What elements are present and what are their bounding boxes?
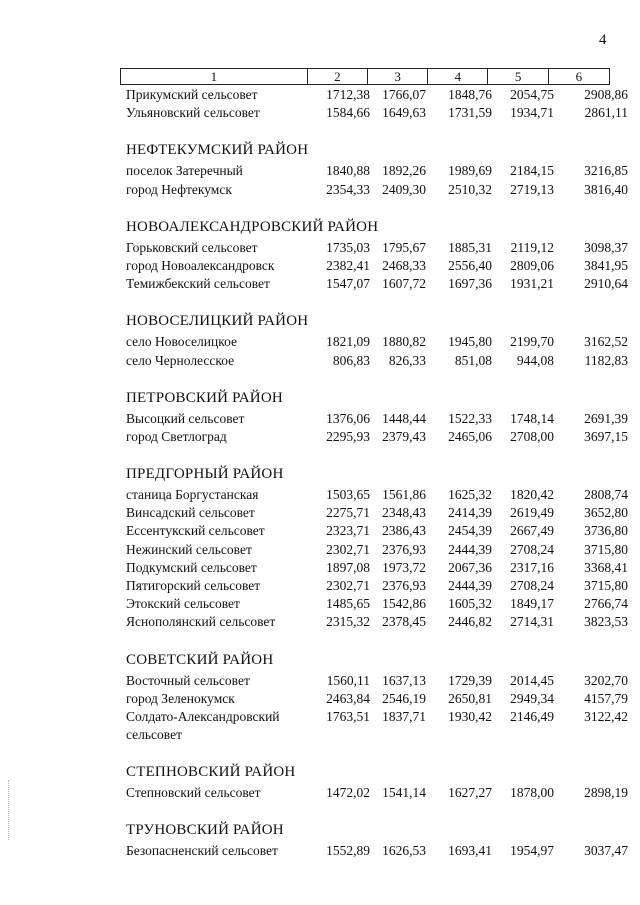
- value-col-5: 2719,13: [510, 181, 554, 197]
- settlement-name: город Новоалександровск: [126, 257, 275, 273]
- value-col-6: 3037,47: [584, 843, 628, 859]
- value-col-3: 1607,72: [382, 276, 426, 292]
- value-col-2: 2382,41: [326, 257, 370, 273]
- value-col-6: 3736,80: [584, 523, 628, 539]
- value-col-5: 2119,12: [510, 239, 554, 255]
- table-header: [120, 68, 610, 85]
- value-col-2: 1485,65: [326, 596, 370, 612]
- value-col-3: 2348,43: [382, 505, 426, 521]
- table-row: [0, 181, 640, 199]
- value-col-6: 3823,53: [584, 614, 628, 630]
- table-row: [0, 257, 640, 275]
- settlement-name: Яснополянский сельсовет: [126, 614, 276, 630]
- value-col-3: 1973,72: [382, 559, 426, 575]
- margin-mark: [8, 780, 10, 840]
- district-heading: [0, 760, 640, 784]
- settlement-name: город Зеленокумск: [126, 690, 235, 706]
- value-col-3: 2546,19: [382, 690, 426, 706]
- table-row: [0, 708, 640, 744]
- table-row: [0, 613, 640, 631]
- settlement-name: село Новоселицкое: [126, 334, 237, 350]
- district-heading: [0, 215, 640, 239]
- value-col-6: 4157,79: [584, 690, 628, 706]
- value-col-3: 1542,86: [382, 596, 426, 612]
- value-col-6: 3202,70: [584, 672, 628, 688]
- value-col-4: 1989,69: [448, 163, 492, 179]
- value-col-6: 2908,86: [584, 87, 628, 102]
- settlement-name: Безопасненский сельсовет: [126, 843, 278, 859]
- value-col-4: 1522,33: [448, 410, 492, 426]
- district-name: НОВОАЛЕКСАНДРОВСКИЙ РАЙОН: [126, 218, 379, 235]
- header-cell-2: 2: [308, 69, 368, 84]
- value-col-4: 1930,42: [448, 708, 492, 724]
- value-col-4: 1848,76: [448, 87, 492, 102]
- value-col-4: 1605,32: [448, 596, 492, 612]
- section-gap: [0, 370, 640, 386]
- value-col-6: 3162,52: [584, 334, 628, 350]
- settlement-name: Солдато-Александровский сельсовет: [126, 708, 280, 742]
- value-col-6: 3652,80: [584, 505, 628, 521]
- section-gap: [0, 632, 640, 648]
- value-col-3: 1561,86: [382, 487, 426, 503]
- value-col-5: 2619,49: [510, 505, 554, 521]
- settlement-name: Восточный сельсовет: [126, 672, 250, 688]
- value-col-6: 3715,80: [584, 578, 628, 593]
- header-cell-5: 5: [488, 69, 548, 84]
- settlement-name: Винсадский сельсовет: [126, 505, 255, 521]
- value-col-5: 1878,00: [510, 784, 554, 800]
- value-col-4: 2444,39: [448, 578, 492, 593]
- value-col-6: 2861,11: [584, 105, 628, 121]
- value-col-5: 2184,15: [510, 163, 554, 179]
- value-col-2: 1472,02: [326, 784, 370, 800]
- settlement-name: Прикумский сельсовет: [126, 87, 258, 102]
- district-name: СОВЕТСКИЙ РАЙОН: [126, 651, 274, 668]
- table-row: [0, 672, 640, 690]
- value-col-3: 2376,93: [382, 541, 426, 557]
- value-col-3: 826,33: [388, 352, 426, 368]
- settlement-name: Степновский сельсовет: [126, 784, 261, 800]
- settlement-name: Ульяновский сельсовет: [126, 105, 260, 121]
- value-col-2: 1560,11: [326, 672, 370, 688]
- value-col-2: 2354,33: [326, 181, 370, 197]
- settlement-name: Высоцкий сельсовет: [126, 410, 245, 426]
- settlement-name: Ессентукский сельсовет: [126, 523, 265, 539]
- value-col-2: 1712,38: [326, 87, 370, 102]
- value-col-5: 1748,14: [510, 410, 554, 426]
- value-col-4: 1697,36: [448, 276, 492, 292]
- section-gap: [0, 122, 640, 138]
- value-col-2: 2302,71: [326, 541, 370, 557]
- value-col-4: 2465,06: [448, 428, 492, 444]
- value-col-3: 2386,43: [382, 523, 426, 539]
- header-cell-6: 6: [575, 69, 583, 84]
- value-col-6: 3841,95: [584, 257, 628, 273]
- settlement-name: станица Боргустанская: [126, 487, 259, 503]
- value-col-2: 2302,71: [326, 578, 370, 593]
- value-col-2: 1376,06: [326, 410, 370, 426]
- value-col-3: 1837,71: [382, 708, 426, 724]
- value-col-4: 2454,39: [448, 523, 492, 539]
- value-col-3: 2409,30: [382, 181, 426, 197]
- value-col-2: 2315,32: [326, 614, 370, 630]
- table-row: [0, 333, 640, 351]
- value-col-6: 3216,85: [584, 163, 628, 179]
- value-col-2: 1547,07: [326, 276, 370, 292]
- value-col-5: 2708,24: [510, 541, 554, 557]
- value-col-3: 1626,53: [382, 843, 426, 859]
- value-col-4: 1885,31: [448, 239, 492, 255]
- value-col-2: 2323,71: [326, 523, 370, 539]
- table-row: [0, 104, 640, 122]
- value-col-4: 2446,82: [448, 614, 492, 630]
- value-col-6: 3816,40: [584, 181, 628, 197]
- value-col-2: 1821,09: [326, 334, 370, 350]
- value-col-2: 1840,88: [326, 163, 370, 179]
- value-col-5: 2317,16: [510, 559, 554, 575]
- value-col-3: 1649,63: [382, 105, 426, 121]
- value-col-4: 2444,39: [448, 541, 492, 557]
- section-gap: [0, 199, 640, 215]
- value-col-4: 1731,59: [448, 105, 492, 121]
- settlement-name: Горьковский сельсовет: [126, 239, 258, 255]
- table-row: [0, 842, 640, 860]
- value-col-5: 2809,06: [510, 257, 554, 273]
- settlement-name: Темижбекский сельсовет: [126, 276, 270, 292]
- table-row: [0, 486, 640, 504]
- value-col-5: 2014,45: [510, 672, 554, 688]
- value-col-5: 2667,49: [510, 523, 554, 539]
- value-col-4: 1625,32: [448, 487, 492, 503]
- district-heading: [0, 462, 640, 486]
- value-col-4: 2510,32: [448, 181, 492, 197]
- value-col-5: 2949,34: [510, 690, 554, 706]
- value-col-3: 1541,14: [382, 784, 426, 800]
- table-row: [0, 690, 640, 708]
- value-col-4: 2650,81: [448, 690, 492, 706]
- table-row: [0, 595, 640, 613]
- value-col-2: 2275,71: [326, 505, 370, 521]
- value-col-5: 1820,42: [510, 487, 554, 503]
- value-col-6: 2898,19: [584, 784, 628, 800]
- value-col-6: 2808,74: [584, 487, 628, 503]
- table-row: [0, 275, 640, 293]
- value-col-2: 1552,89: [326, 843, 370, 859]
- value-col-5: 2199,70: [510, 334, 554, 350]
- settlement-name: Пятигорский сельсовет: [126, 578, 261, 593]
- table-row: [0, 559, 640, 577]
- value-col-6: 2766,74: [584, 596, 628, 612]
- value-col-4: 2067,36: [448, 559, 492, 575]
- value-col-3: 1880,82: [382, 334, 426, 350]
- header-cell-1: 1: [121, 69, 308, 84]
- value-col-2: 1503,65: [326, 487, 370, 503]
- value-col-2: 2463,84: [326, 690, 370, 706]
- value-col-4: 1693,41: [448, 843, 492, 859]
- settlement-name: город Светлоград: [126, 428, 227, 444]
- section-gap: [0, 446, 640, 462]
- value-col-3: 1448,44: [382, 410, 426, 426]
- section-gap: [0, 744, 640, 760]
- table-row: [0, 162, 640, 180]
- value-col-2: 1584,66: [326, 105, 370, 121]
- district-heading: [0, 386, 640, 410]
- section-gap: [0, 293, 640, 309]
- value-col-3: 2379,43: [382, 428, 426, 444]
- table-row: [0, 428, 640, 446]
- value-col-2: 1735,03: [326, 239, 370, 255]
- value-col-5: 2146,49: [510, 708, 554, 724]
- value-col-6: 3368,41: [584, 559, 628, 575]
- district-heading: [0, 818, 640, 842]
- district-name: НОВОСЕЛИЦКИЙ РАЙОН: [126, 313, 309, 330]
- value-col-5: 2714,31: [510, 614, 554, 630]
- value-col-3: 1637,13: [382, 672, 426, 688]
- table-row: [0, 522, 640, 540]
- value-col-4: 851,08: [454, 352, 492, 368]
- district-name: ПЕТРОВСКИЙ РАЙОН: [126, 389, 283, 406]
- district-heading: [0, 309, 640, 333]
- page-number: 4: [599, 32, 607, 48]
- settlement-name: поселок Затеречный: [126, 163, 243, 179]
- value-col-6: 1182,83: [584, 352, 628, 368]
- value-col-5: 1954,97: [510, 843, 554, 859]
- district-name: ПРЕДГОРНЫЙ РАЙОН: [126, 466, 284, 483]
- value-col-5: 2708,00: [510, 428, 554, 444]
- value-col-2: 806,83: [332, 352, 370, 368]
- header-cell-4: 4: [428, 69, 488, 84]
- value-col-6: 3715,80: [584, 541, 628, 557]
- value-col-5: 2708,24: [510, 578, 554, 593]
- value-col-4: 2414,39: [448, 505, 492, 521]
- table-body: [0, 86, 640, 860]
- district-heading: [0, 648, 640, 672]
- district-name: НЕФТЕКУМСКИЙ РАЙОН: [126, 142, 309, 159]
- table-row: [0, 577, 640, 595]
- value-col-2: 2295,93: [326, 428, 370, 444]
- settlement-name: село Чернолесское: [126, 352, 235, 368]
- value-col-3: 1892,26: [382, 163, 426, 179]
- table-row: [0, 504, 640, 522]
- value-col-5: 944,08: [516, 352, 554, 368]
- value-col-3: 2376,93: [382, 578, 426, 593]
- value-col-6: 2910,64: [584, 276, 628, 292]
- value-col-4: 1627,27: [448, 784, 492, 800]
- value-col-3: 1766,07: [382, 87, 426, 102]
- value-col-5: 1931,21: [510, 276, 554, 292]
- value-col-5: 1849,17: [510, 596, 554, 612]
- value-col-6: 2691,39: [584, 410, 628, 426]
- table-row: [0, 352, 640, 370]
- value-col-3: 2468,33: [382, 257, 426, 273]
- value-col-4: 1945,80: [448, 334, 492, 350]
- value-col-3: 2378,45: [382, 614, 426, 630]
- value-col-2: 1763,51: [326, 708, 370, 724]
- value-col-6: 3697,15: [584, 428, 628, 444]
- value-col-6: 3098,37: [584, 239, 628, 255]
- district-name: ТРУНОВСКИЙ РАЙОН: [126, 822, 284, 839]
- district-heading: [0, 138, 640, 162]
- value-col-4: 1729,39: [448, 672, 492, 688]
- settlement-name: Этокский сельсовет: [126, 596, 240, 612]
- table-row: [0, 541, 640, 559]
- value-col-5: 2054,75: [510, 87, 554, 102]
- table-row: [0, 239, 640, 257]
- district-name: СТЕПНОВСКИЙ РАЙОН: [126, 763, 296, 780]
- header-cell-3: 3: [368, 69, 428, 84]
- value-col-2: 1897,08: [326, 559, 370, 575]
- value-col-6: 3122,42: [584, 708, 628, 724]
- value-col-4: 2556,40: [448, 257, 492, 273]
- table-row: [0, 86, 640, 104]
- table-row: [0, 410, 640, 428]
- settlement-name: Нежинский сельсовет: [126, 541, 252, 557]
- table-row: [0, 784, 640, 802]
- settlement-name: город Нефтекумск: [126, 181, 232, 197]
- settlement-name: Подкумский сельсовет: [126, 559, 257, 575]
- value-col-5: 1934,71: [510, 105, 554, 121]
- value-col-3: 1795,67: [382, 239, 426, 255]
- section-gap: [0, 802, 640, 818]
